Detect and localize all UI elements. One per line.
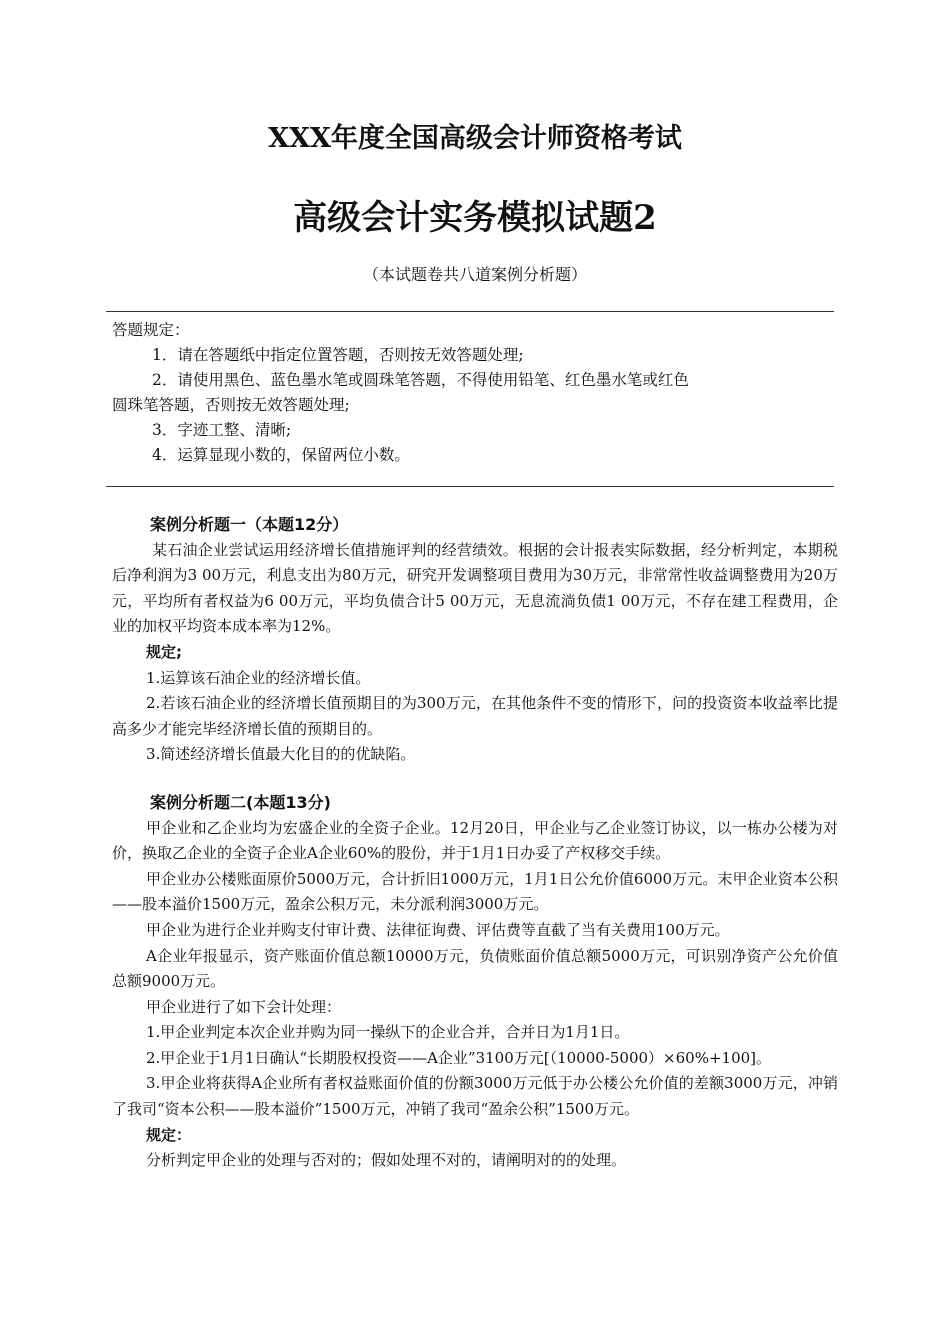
- answer-rules: [112, 318, 832, 468]
- case2-question: 分析判定甲企业的处理与否对的；假如处理不对的，请阐明对的的处理。: [146, 1151, 627, 1170]
- case2-paragraph-7: 2.甲企业于1月1日确认“长期股权投资——A企业”3100万元[（10000-5000）×60%+100]。: [146, 1048, 772, 1067]
- rule-item-4: 4．运算显现小数的，保留两位小数。: [152, 446, 410, 464]
- case2-paragraph-6: 1.甲企业判定本次企业并购为同一操纵下的企业合并，合并日为1月1日。: [146, 1023, 630, 1042]
- case1-question-3: 3.简述经济增长值最大化目的的优缺陷。: [146, 745, 416, 764]
- case1-requirements-label: 规定;: [146, 642, 182, 661]
- case1-title: 案例分析题一（本题12分）: [150, 515, 349, 534]
- top-divider: [106, 311, 834, 312]
- rule-item-1: 1．请在答题纸中指定位置答题，否则按无效答题处理;: [152, 346, 524, 364]
- paper-title: 高级会计实务模拟试题2: [293, 198, 657, 238]
- case1-question-2: 2.若该石油企业的经济增长值预期目的为300万元，在其他条件不变的情形下，问的投资资本收益率比提高多少才能完毕经济增长值的预期目的。: [112, 694, 838, 738]
- rule-item-2-cont: 圆珠笔答题，否则按无效答题处理;: [112, 396, 350, 414]
- bottom-divider: [106, 486, 834, 487]
- rules-heading: 答题规定：: [112, 321, 190, 339]
- paper-subtitle: （本试题卷共八道案例分析题）: [362, 265, 587, 284]
- case2-paragraph-5: 甲企业进行了如下会计处理：: [146, 997, 342, 1016]
- case2-paragraph-4: A企业年报显示，资产账面价值总额10000万元，负债账面价值总额5000万元，可识别净资产公允价值总额9000万元。: [112, 946, 838, 991]
- case2-paragraph-1: 甲企业和乙企业均为宏盛企业的全资子企业。12月20日，甲企业与乙企业签订协议，以一栋办公楼为对价，换取乙企业的全资子企业A企业60%的股份，并于1月1日办妥了产权移交手续。: [112, 818, 838, 863]
- exam-title: XXX年度全国高级会计师资格考试: [268, 123, 682, 154]
- case1-question-1: 1.运算该石油企业的经济增长值。: [146, 668, 371, 687]
- case2-paragraph-3: 甲企业为进行企业并购支付审计费、法律征询费、评估费等直截了当有关费用100万元。: [146, 920, 730, 939]
- section-gap: [112, 768, 838, 790]
- exam-content: [112, 512, 838, 1174]
- case1-body: 某石油企业尝试运用经济增长值措施评判的经营绩效。根据的会计报表实际数据，经分析判定，本期税后净利润为3 00万元，利息支出为80万元，研究开发调整项目费用为30万元，非常常性收益调整费用为20万元，平均所有者权益为6 00万元，平均负债合计5 00万元，无息流淌负债1 00万元，不存在建工程费用，企业的加权平均资本成本率为12%。: [112, 540, 838, 636]
- rule-item-3: 3．字迹工整、清晰;: [152, 421, 292, 439]
- case2-paragraph-8: 3.甲企业将获得A企业所有者权益账面价值的份额3000万元低于办公楼公允价值的差额3000万元，冲销了我司“资本公积——股本溢价”1500万元，冲销了我司“盈余公积”1500万元。: [112, 1074, 838, 1119]
- case2-requirements-label: 规定：: [146, 1125, 192, 1144]
- case2-paragraph-2: 甲企业办公楼账面原价5000万元，合计折旧1000万元，1月1日公允价值6000万元。末甲企业资本公积——股本溢价1500万元，盈余公积万元，未分派利润3000万元。: [112, 869, 838, 914]
- rule-item-2: 2．请使用黑色、蓝色墨水笔或圆珠笔答题，不得使用铅笔、红色墨水笔或红色: [152, 371, 689, 389]
- case2-title: 案例分析题二(本题13分): [150, 792, 331, 812]
